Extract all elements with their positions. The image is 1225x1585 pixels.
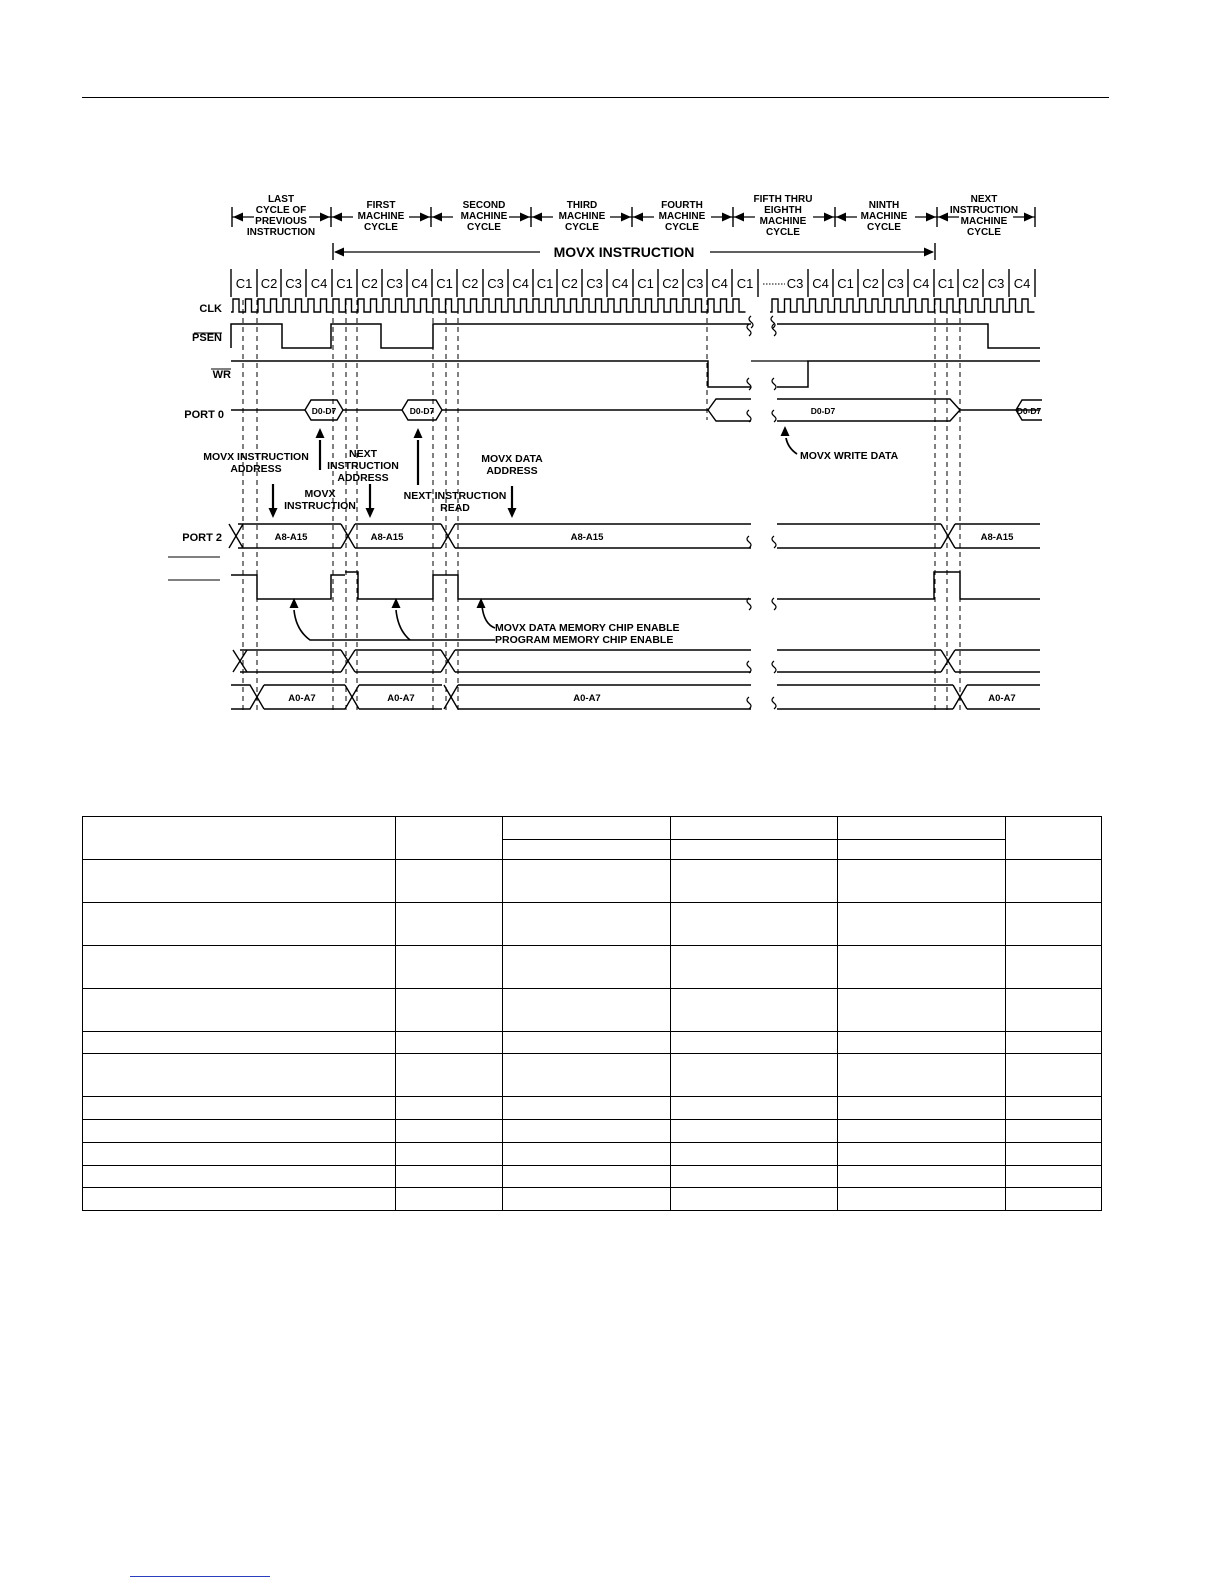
table-cell xyxy=(671,1097,838,1120)
cycle-header-1-line: INSTRUCTION xyxy=(246,227,316,238)
table-cell xyxy=(503,946,671,989)
phase-label-c2: C2 xyxy=(962,276,979,291)
cycle-header-6-line: CYCLE xyxy=(766,227,800,238)
cycle-header-7-line: CYCLE xyxy=(867,222,901,233)
phase-label-c3: C3 xyxy=(586,276,603,291)
cycle-header-6-line: EIGHTH xyxy=(764,205,802,216)
movx-data-address-line: ADDRESS xyxy=(486,465,538,477)
table-cell xyxy=(838,946,1006,989)
table-row xyxy=(83,1143,1102,1166)
port0-break xyxy=(772,410,776,422)
port2-break xyxy=(772,536,776,548)
movx-timing-diagram xyxy=(0,0,1225,760)
table-header-cell xyxy=(396,817,503,860)
movx-write-data-note: MOVX WRITE DATA xyxy=(800,450,899,462)
chip-enable-waveform xyxy=(777,572,1040,599)
table-cell xyxy=(838,1166,1006,1188)
table-header-cell xyxy=(503,817,671,840)
phase-label-c3: C3 xyxy=(786,276,804,291)
table-cell xyxy=(503,1120,671,1143)
clk-waveform xyxy=(770,299,1035,312)
table-cell xyxy=(1006,860,1102,903)
table-row xyxy=(83,1097,1102,1120)
table-cell xyxy=(396,989,503,1032)
next-instruction-address-line: ADDRESS xyxy=(337,472,389,484)
table-cell xyxy=(396,860,503,903)
boundary-arrowhead xyxy=(722,213,732,222)
annotation-arrow xyxy=(396,610,410,640)
cycle-header-5-line: MACHINE xyxy=(658,211,706,222)
annotation-arrowhead xyxy=(269,508,278,518)
table-cell xyxy=(838,1032,1006,1054)
next-instruction-read-line: READ xyxy=(440,502,470,514)
table-cell xyxy=(396,903,503,946)
boundary-arrowhead xyxy=(938,213,948,222)
clk-break xyxy=(749,316,753,328)
table-cell xyxy=(503,1166,671,1188)
boundary-arrowhead xyxy=(824,213,834,222)
wr-label: WR xyxy=(212,369,231,381)
table-cell xyxy=(83,1143,396,1166)
table-row xyxy=(83,989,1102,1032)
table-cell xyxy=(83,903,396,946)
port0-label: PORT 0 xyxy=(184,409,224,421)
phase-label-c1: C1 xyxy=(235,276,253,291)
lbus-break xyxy=(747,661,751,673)
phase-label-c2: C2 xyxy=(862,276,879,291)
table-cell xyxy=(671,1032,838,1054)
table-row xyxy=(83,1032,1102,1054)
table-cell xyxy=(838,1097,1006,1120)
table-row xyxy=(83,1188,1102,1211)
table-subheader-cell xyxy=(838,840,1006,860)
clk-waveform xyxy=(231,299,746,312)
machine-cycle-header xyxy=(232,194,1035,238)
phase-label-c4: C4 xyxy=(912,276,930,291)
table-cell xyxy=(83,1097,396,1120)
table-cell xyxy=(1006,946,1102,989)
table-cell xyxy=(503,903,671,946)
table-cell xyxy=(83,860,396,903)
wr-waveform xyxy=(777,361,1040,387)
ce-break xyxy=(747,598,751,610)
boundary-arrowhead xyxy=(332,213,342,222)
boundary-arrowhead xyxy=(836,213,846,222)
cycle-header-8-line: NEXT xyxy=(970,194,998,205)
table-row xyxy=(83,860,1102,903)
phase-label-c1: C1 xyxy=(837,276,854,291)
phase-label-c3: C3 xyxy=(987,276,1005,291)
movx-data-address-line: MOVX DATA xyxy=(481,453,543,465)
table-cell xyxy=(503,1143,671,1166)
boundary-arrowhead xyxy=(734,213,744,222)
psen-waveform xyxy=(777,324,1040,348)
table-cell xyxy=(671,1120,838,1143)
annotation-arrowhead xyxy=(316,428,325,438)
phase-label-c2: C2 xyxy=(260,276,278,291)
psen-waveform xyxy=(231,324,751,348)
table-cell xyxy=(1006,1054,1102,1097)
port2-a8-a15: A8-A15 xyxy=(980,532,1014,543)
port0-bus-top xyxy=(708,399,751,410)
phase-label-c2: C2 xyxy=(561,276,578,291)
psen-break xyxy=(747,324,751,336)
cycle-header-8-line: CYCLE xyxy=(967,227,1001,238)
table-cell xyxy=(1006,1143,1102,1166)
table-cell xyxy=(671,1143,838,1166)
cycle-header-7-line: NINTH xyxy=(868,200,900,211)
table-cell xyxy=(671,1166,838,1188)
table-subheader-cell xyxy=(503,840,671,860)
phase-label-c2: C2 xyxy=(461,276,479,291)
cycle-header-8-line: INSTRUCTION xyxy=(949,205,1019,216)
table-cell xyxy=(396,1143,503,1166)
phase-label-c1: C1 xyxy=(536,276,554,291)
cycle-header-8-line: MACHINE xyxy=(960,216,1008,227)
table-cell xyxy=(671,989,838,1032)
annotation-arrowhead xyxy=(508,508,517,518)
table-cell xyxy=(83,1188,396,1211)
cycle-header-5-line: FOURTH xyxy=(661,200,703,211)
a0-a7-value: A0-A7 xyxy=(988,693,1016,704)
data-memory-chip-enable: MOVX DATA MEMORY CHIP ENABLE xyxy=(495,622,680,634)
phase-label-c3: C3 xyxy=(386,276,403,291)
boundary-arrowhead xyxy=(420,213,430,222)
annotation-arrow xyxy=(294,610,495,640)
a0-a7-value: A0-A7 xyxy=(288,693,316,704)
spec-table xyxy=(82,816,1102,1211)
table-row xyxy=(83,1120,1102,1143)
wr-waveform xyxy=(231,361,751,387)
phase-label-c4: C4 xyxy=(411,276,428,291)
cycle-header-2-line: CYCLE xyxy=(364,222,398,233)
phase-label-c4: C4 xyxy=(812,276,829,291)
cycle-header-2-line: MACHINE xyxy=(357,211,405,222)
cycle-header-2-line: FIRST xyxy=(366,200,396,211)
table-header-cell xyxy=(671,817,838,840)
table-header-cell xyxy=(83,817,396,860)
table-cell xyxy=(838,989,1006,1032)
wr-break xyxy=(772,378,776,390)
phase-label-c1: C1 xyxy=(937,276,955,291)
boundary-arrowhead xyxy=(633,213,643,222)
table-cell xyxy=(838,1120,1006,1143)
table-row xyxy=(83,946,1102,989)
table-cell xyxy=(503,1054,671,1097)
cycle-header-3-line: CYCLE xyxy=(467,222,501,233)
phase-label-c2: C2 xyxy=(361,276,378,291)
table-cell xyxy=(503,989,671,1032)
table-cell xyxy=(671,1054,838,1097)
ce-break xyxy=(772,598,776,610)
clk-label: CLK xyxy=(199,303,222,315)
movx-instruction-address-line: MOVX INSTRUCTION xyxy=(203,451,309,463)
boundary-arrowhead xyxy=(621,213,631,222)
cycle-header-6-line: FIFTH THRU xyxy=(753,194,813,205)
table-cell xyxy=(671,903,838,946)
port2-a8-a15: A8-A15 xyxy=(570,532,604,543)
lbus-break xyxy=(772,661,776,673)
port0-d0-d7: D0-D7 xyxy=(311,406,337,416)
a0a7-break xyxy=(772,697,776,709)
cycle-header-4-line: CYCLE xyxy=(565,222,599,233)
boundary-arrowhead xyxy=(532,213,542,222)
table-cell xyxy=(838,903,1006,946)
table-cell xyxy=(1006,1032,1102,1054)
table-cell xyxy=(838,860,1006,903)
phase-label-c1: C1 xyxy=(637,276,654,291)
table-cell xyxy=(396,1120,503,1143)
table-header-cell xyxy=(1006,817,1102,860)
a0a7-edge xyxy=(231,685,264,709)
a0a7-break xyxy=(747,697,751,709)
movx-instruction-note-line: INSTRUCTION xyxy=(284,500,356,512)
table-cell xyxy=(838,1143,1006,1166)
a0-a7-value: A0-A7 xyxy=(387,693,415,704)
phase-label-c4: C4 xyxy=(1013,276,1031,291)
annotation-arrow xyxy=(482,606,495,628)
table-cell xyxy=(1006,903,1102,946)
movx-instruction-span xyxy=(333,243,935,260)
phase-label-c1: C1 xyxy=(736,276,754,291)
phase-label-c3: C3 xyxy=(887,276,904,291)
phase-label-c4: C4 xyxy=(512,276,529,291)
psen-label: PSEN xyxy=(192,332,222,344)
annotation-arrowhead xyxy=(781,426,790,436)
cycle-header-4-line: MACHINE xyxy=(558,211,606,222)
table-header-cell xyxy=(838,817,1006,840)
phase-label-c4: C4 xyxy=(310,276,328,291)
table-cell xyxy=(83,989,396,1032)
cycle-header-5-line: CYCLE xyxy=(665,222,699,233)
boundary-arrowhead xyxy=(1024,213,1034,222)
boundary-arrowhead xyxy=(233,213,243,222)
table-row xyxy=(83,1054,1102,1097)
table-cell xyxy=(503,1188,671,1211)
table-cell xyxy=(83,946,396,989)
phase-label-c3: C3 xyxy=(285,276,302,291)
table-cell xyxy=(83,1054,396,1097)
cycle-header-3-line: SECOND xyxy=(462,200,506,211)
table-cell xyxy=(503,1032,671,1054)
movx-span-arrowhead xyxy=(924,248,934,257)
table-cell xyxy=(396,946,503,989)
table-cell xyxy=(396,1097,503,1120)
cycle-header-1-line: CYCLE OF xyxy=(255,205,307,216)
next-instruction-address-line: NEXT xyxy=(348,448,378,460)
port0-bus-bottom xyxy=(777,410,960,421)
port0-d0-d7: D0-D7 xyxy=(810,406,836,416)
a0a7-edge xyxy=(231,685,264,709)
table-cell xyxy=(671,860,838,903)
cycle-header-1-line: PREVIOUS xyxy=(255,216,307,227)
table-cell xyxy=(1006,1188,1102,1211)
port2-a8-a15: A8-A15 xyxy=(370,532,404,543)
table-cell xyxy=(1006,1120,1102,1143)
phase-label-c3: C3 xyxy=(686,276,704,291)
program-memory-chip-enable: PROGRAM MEMORY CHIP ENABLE xyxy=(495,634,674,646)
next-instruction-address-line: INSTRUCTION xyxy=(327,460,399,472)
cycle-header-1-line: LAST xyxy=(267,194,295,205)
port0-d0-d7: D0-D7 xyxy=(409,406,435,416)
table-cell xyxy=(396,1188,503,1211)
table-cell xyxy=(503,860,671,903)
port2-break xyxy=(747,536,751,548)
cycle-header-7-line: MACHINE xyxy=(860,211,908,222)
phase-label-c4: C4 xyxy=(711,276,728,291)
table-cell xyxy=(503,1097,671,1120)
table-cell xyxy=(83,1032,396,1054)
boundary-arrowhead xyxy=(520,213,530,222)
cycle-header-4-line: THIRD xyxy=(566,200,598,211)
chip-enable-waveform xyxy=(231,575,345,599)
cycle-header-6-line: MACHINE xyxy=(759,216,807,227)
phase-label-c1: C1 xyxy=(336,276,353,291)
movx-span-arrowhead xyxy=(334,248,344,257)
table-subheader-cell xyxy=(671,840,838,860)
annotation-arrow xyxy=(786,438,797,454)
phase-label-c1: C1 xyxy=(436,276,453,291)
movx-instruction-address-line: ADDRESS xyxy=(230,463,282,475)
phase-label-c3: C3 xyxy=(487,276,504,291)
table-cell xyxy=(83,1166,396,1188)
table-cell xyxy=(838,1054,1006,1097)
annotations xyxy=(203,426,898,646)
boundary-arrowhead xyxy=(926,213,936,222)
annotation-arrowhead xyxy=(366,508,375,518)
phase-label-c4: C4 xyxy=(611,276,629,291)
boundary-arrowhead xyxy=(432,213,442,222)
table-cell xyxy=(396,1032,503,1054)
wr-break xyxy=(747,378,751,390)
port0-break xyxy=(747,410,751,422)
annotation-arrowhead xyxy=(414,428,423,438)
footer-link-underline xyxy=(130,1576,270,1577)
movx-instruction-note-line: MOVX xyxy=(304,488,336,500)
table-cell xyxy=(1006,1097,1102,1120)
phase-label-c2: C2 xyxy=(662,276,679,291)
port0-d0-d7: D0-D7 xyxy=(1016,406,1042,416)
table-row xyxy=(83,1166,1102,1188)
table-cell xyxy=(1006,1166,1102,1188)
port0-bus-bottom xyxy=(708,410,751,421)
table-row xyxy=(83,817,1102,840)
table-cell xyxy=(1006,989,1102,1032)
table-cell xyxy=(83,1120,396,1143)
next-instruction-read-line: NEXT INSTRUCTION xyxy=(403,490,507,502)
table-cell xyxy=(396,1166,503,1188)
clock-phase-labels xyxy=(231,269,1035,297)
cycle-header-3-line: MACHINE xyxy=(460,211,508,222)
a0-a7-value: A0-A7 xyxy=(573,693,601,704)
boundary-arrowhead xyxy=(320,213,330,222)
table-cell xyxy=(671,946,838,989)
table-cell xyxy=(838,1188,1006,1211)
chip-enable-waveform xyxy=(345,572,751,599)
port2-label: PORT 2 xyxy=(182,532,222,544)
port2-a8-a15: A8-A15 xyxy=(274,532,308,543)
movx-instruction-label: MOVX INSTRUCTION xyxy=(553,244,695,260)
table-cell xyxy=(396,1054,503,1097)
signal-labels xyxy=(168,303,231,580)
table-cell xyxy=(671,1188,838,1211)
table-row xyxy=(83,903,1102,946)
